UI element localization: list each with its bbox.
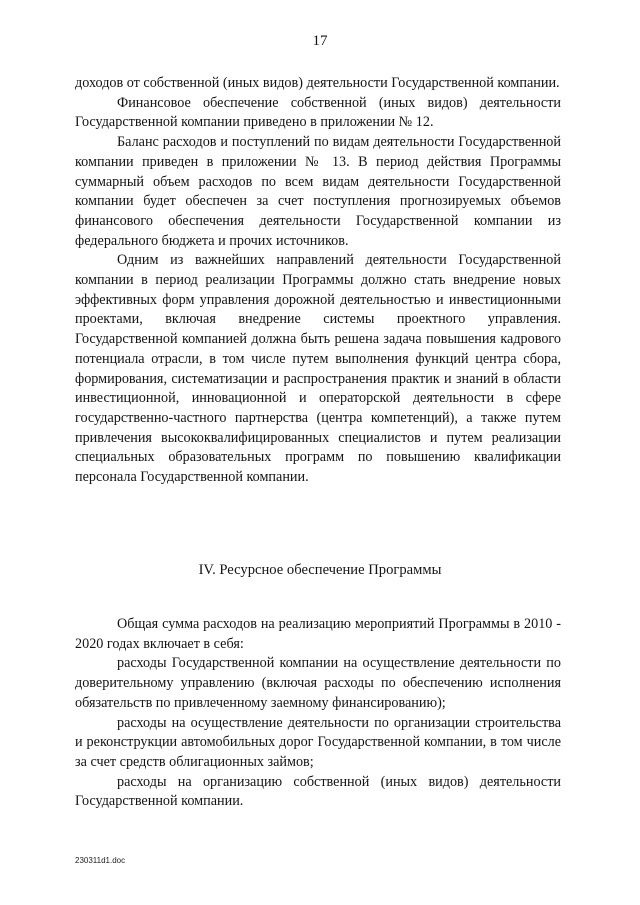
paragraph: расходы Государственной компании на осуществление деятельности по доверительному управлению (включая расходы по обеспечению исполнения обязательств по привлеченному заемному финансированию); bbox=[75, 655, 561, 711]
paragraph: Одним из важнейших направлений деятельности Государственной компании в период реализации Программы должно стать внедрение новых эффективных форм управления дорожной деятельностью и инвестиционными проектами, включая внедрение системы проектного управления. Государственной компанией должна быть решена задача повышения кадрового потенциала отрасли, в том числе путем выполнения функций центра сбора, формирования, систематизации и распространения практик и знаний в области инвестиционной, инновационной и операторской деятельности в сфере государственно-частного партнерства (центра компетенций), а также путем привлечения высококвалифицированных специалистов и путем реализации специальных образовательных программ по повышению квалификации персонала Государственной компании. bbox=[75, 252, 561, 486]
body-text-block-1 bbox=[75, 74, 561, 488]
footer-filename: 230311d1.doc bbox=[75, 856, 126, 865]
paragraph: Общая сумма расходов на реализацию мероприятий Программы в 2010 - 2020 годах включает в себя: bbox=[75, 616, 561, 652]
paragraph: расходы на организацию собственной (иных видов) деятельности Государственной компании. bbox=[75, 773, 561, 810]
page-number: 17 bbox=[312, 33, 328, 49]
paragraph: Финансовое обеспечение собственной (иных видов) деятельности Государственной компании приведено в приложении № 12. bbox=[75, 94, 561, 131]
paragraph: доходов от собственной (иных видов) деятельности Государственной компании. bbox=[75, 75, 560, 91]
paragraph: Баланс расходов и поступлений по видам деятельности Государственной компании приведен в приложении № 13. В период действия Программы суммарный объем расходов по всем видам деятельности Государственной компании будет обеспечен за счет поступления прогнозируемых объемов финансового обеспечения деятельности Государственной компании из федерального бюджета и прочих источников. bbox=[75, 134, 561, 249]
section-heading: IV. Ресурсное обеспечение Программы bbox=[198, 562, 442, 578]
body-text-block-2 bbox=[75, 615, 561, 812]
paragraph: расходы на осуществление деятельности по организации строительства и реконструкции автомобильных дорог Государственной компании, в том числе за счет средств облигационных займов; bbox=[75, 714, 561, 770]
